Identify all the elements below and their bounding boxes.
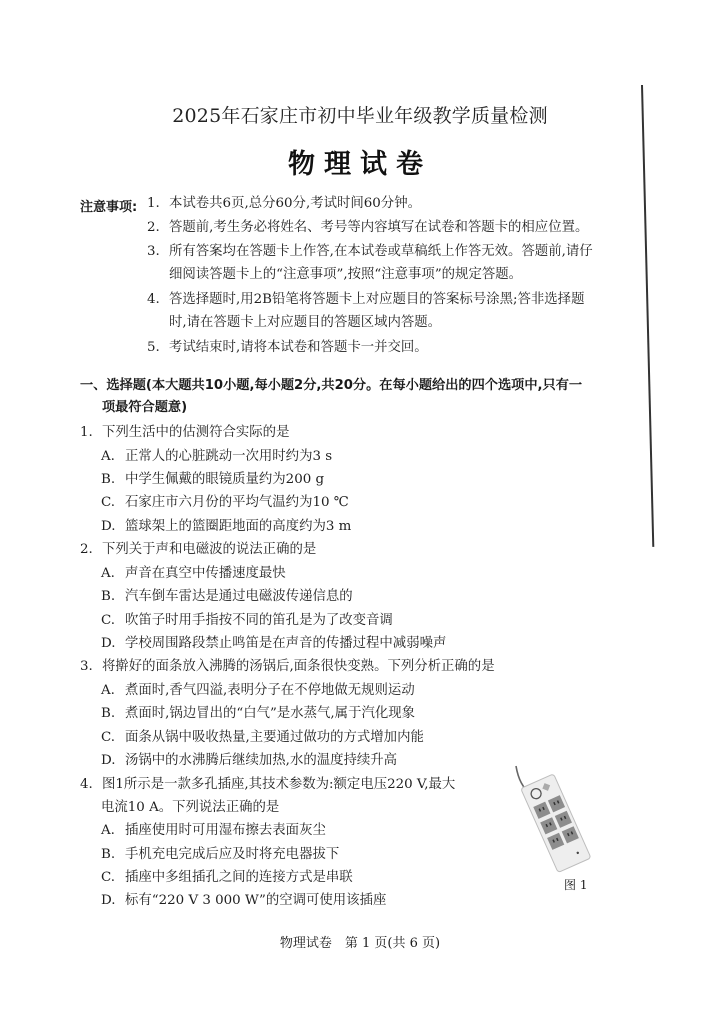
question-3-option-a [101,683,415,699]
question-4-option-a [101,823,326,839]
question-1-option-a [101,449,332,465]
notice-num: 5. [147,340,160,355]
option-text: 插座使用时可用湿布擦去表面灰尘 [125,823,326,838]
notice-item-4-cont: 时,请在答题卡上对应题目的答题区域内答题。 [169,315,442,330]
notice-item-4 [147,292,584,308]
option-text: 煮面时,香气四溢,表明分子在不停地做无规则运动 [125,683,415,698]
option-letter: A. [101,683,115,698]
notice-text: 考试结束时,请将本试卷和答题卡一并交回。 [169,340,428,355]
notice-text: 本试卷共6页,总分60分,考试时间60分钟。 [169,196,421,211]
option-text: 汤锅中的水沸腾后继续加热,水的温度持续升高 [125,753,398,768]
question-2-option-b [101,589,353,605]
figure-caption: 图 1 [564,878,588,892]
question-2-stem [80,542,316,558]
exam-header-title: 2025年石家庄市初中毕业年级教学质量检测 [172,105,548,127]
option-letter: B. [101,589,116,604]
option-letter: A. [101,449,115,464]
option-letter: C. [101,495,116,510]
notice-item-3-cont: 细阅读答题卡上的“注意事项”,按照“注意事项”的规定答题。 [169,267,523,282]
question-text: 下列生活中的估测符合实际的是 [102,425,290,440]
question-4-option-d [101,893,386,909]
question-3-option-b [101,706,415,722]
question-num: 3. [80,659,93,674]
notice-label: 注意事项: [80,200,138,215]
question-1-stem [80,425,289,441]
question-4-stem-cont: 电流10 A。下列说法正确的是 [101,800,280,815]
option-text: 中学生佩戴的眼镜质量约为200 g [125,472,325,487]
option-letter: A. [101,566,115,581]
option-letter: A. [101,823,115,838]
question-3-option-d [101,753,397,769]
question-1-option-c [101,495,349,511]
option-text: 标有“220 V 3 000 W”的空调可使用该插座 [125,893,387,908]
notice-item-2 [147,220,588,236]
question-3-stem [80,659,495,675]
question-1-option-d [101,519,351,535]
option-letter: B. [101,706,116,721]
question-2-option-d [101,636,446,652]
notice-num: 2. [147,220,160,235]
section-heading [80,378,582,416]
question-4-option-b [101,847,339,863]
option-letter: D. [101,636,116,651]
question-text: 图1所示是一款多孔插座,其技术参数为:额定电压220 V,最大 [102,777,456,792]
option-letter: C. [101,613,116,628]
option-letter: B. [101,847,116,862]
option-text: 手机充电完成后应及时将充电器拔下 [125,847,340,862]
question-text: 将擀好的面条放入沸腾的汤锅后,面条很快变熟。下列分析正确的是 [102,659,495,674]
question-4-stem [80,777,455,793]
page-footer: 物理试卷 第 1 页(共 6 页) [279,936,441,951]
option-text: 学校周围路段禁止鸣笛是在声音的传播过程中减弱噪声 [125,636,447,651]
question-3-option-c [101,730,424,746]
option-text: 汽车倒车雷达是通过电磁波传递信息的 [125,589,353,604]
power-strip-image-icon [508,764,600,874]
question-4-option-c [101,870,353,886]
question-num: 2. [80,542,93,557]
question-2-option-c [101,613,393,629]
option-text: 正常人的心脏跳动一次用时约为3 s [125,449,333,464]
section-heading-line2: 项最符合题意) [102,400,188,415]
option-letter: D. [101,893,116,908]
notice-item-5 [147,340,428,356]
question-2-option-a [101,566,286,582]
notice-text: 所有答案均在答题卡上作答,在本试卷或草稿纸上作答无效。答题前,请仔 [169,244,593,259]
option-letter: D. [101,519,116,534]
notice-text: 答题前,考生务必将姓名、考号等内容填写在试卷和答题卡的相应位置。 [169,220,589,235]
option-text: 插座中多组插孔之间的连接方式是串联 [125,870,353,885]
option-text: 篮球架上的篮圈距地面的高度约为3 m [125,519,352,534]
option-text: 面条从锅中吸收热量,主要通过做功的方式增加内能 [125,730,424,745]
notice-num: 3. [147,244,160,259]
notice-num: 4. [147,292,160,307]
option-letter: C. [101,730,116,745]
option-text: 石家庄市六月份的平均气温约为10 ℃ [125,495,349,510]
section-heading-line1: 一、选择题(本大题共10小题,每小题2分,共20分。在每小题给出的四个选项中,只有一 [80,378,583,393]
question-text: 下列关于声和电磁波的说法正确的是 [102,542,317,557]
notice-item-1 [147,196,421,212]
option-text: 吹笛子时用手指按不同的笛孔是为了改变音调 [125,613,393,628]
power-strip-figure [508,764,600,874]
notice-item-3 [147,244,593,260]
notice-num: 1. [147,196,160,211]
question-num: 4. [80,777,93,792]
option-letter: D. [101,753,116,768]
question-1-option-b [101,472,324,488]
option-text: 煮面时,锅边冒出的“白气”是水蒸气,属于汽化现象 [125,706,416,721]
option-text: 声音在真空中传播速度最快 [125,566,286,581]
subject-title: 物理试卷 [288,149,432,180]
option-letter: B. [101,472,116,487]
option-letter: C. [101,870,116,885]
question-num: 1. [80,425,93,440]
notice-text: 答选择题时,用2B铅笔将答题卡上对应题目的答案标号涂黑;答非选择题 [169,292,585,307]
